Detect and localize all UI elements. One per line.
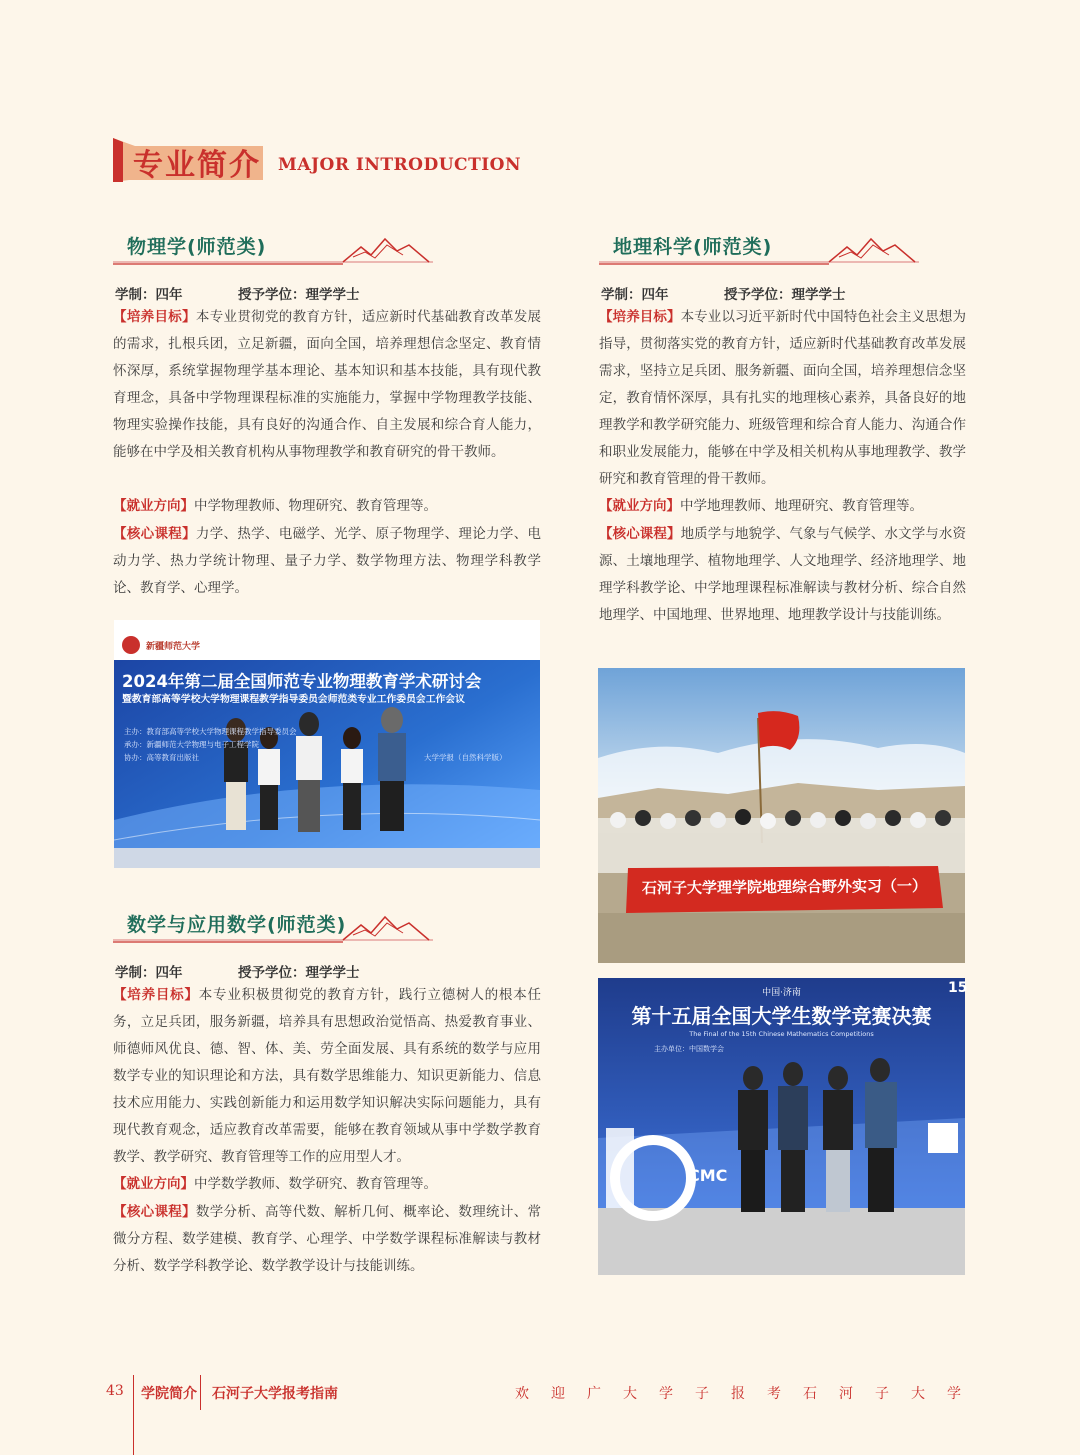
geography-degree: 授予学位：理学学士: [724, 287, 846, 303]
physics-course-text: 力学、热学、电磁学、光学、原子物理学、理论力学、电动力学、热力学统计物理、量子力学、数学物理方法、物理学科教学论、教育学、心理学。: [113, 526, 542, 596]
physics-goal-tag: 【培养目标】: [113, 309, 196, 325]
math-goal-paragraph: [113, 982, 541, 1171]
physics-goal-text: 本专业贯彻党的教育方针，适应新时代基础教育改革发展的需求，扎根兵团，立足新疆，面向全国，培养理想信念坚定、教育情怀深厚，系统掌握物理学基本理论、基本知识和基本技能，具有现代教育理念，具备中学物理课程标准的实施能力，掌握中学物理教学技能、物理实验操作技能，具有良好的沟通合作、自主发展和综合育人能力，能够在中学及相关教育机构从事物理教学和教育研究的骨干教师。: [113, 309, 542, 460]
physics-career-paragraph: [113, 493, 541, 520]
math-photo-number: 15: [948, 980, 968, 996]
geography-goal-text: 本专业以习近平新时代中国特色社会主义思想为指导，贯彻落实党的教育方针，适应新时代基础教育改革发展需求，坚持立足兵团、服务新疆、面向全国，培养理想信念坚定，教育情怀深厚，具有扎实的地理核心素养，具备良好的地理教学和教学研究能力、班级管理和综合育人能力、沟通合作和职业发展能力，能够在中学及相关机构从事地理教学、教学研究和教育管理的骨干教师。: [599, 309, 967, 487]
math-title-underline: [113, 911, 433, 943]
physics-photo-row3: 协办：高等教育出版社: [124, 753, 199, 762]
math-photo-banner-en: The Final of the 15th Chinese Mathematics Competitions: [689, 1030, 874, 1038]
physics-title-underline: [113, 233, 433, 265]
physics-photo-banner2: 暨教育部高等学校大学物理课程教学指导委员会师范类专业工作委员会工作会议: [122, 694, 465, 705]
footer-slogan: 欢迎广大学子报考石河子大学: [515, 1386, 983, 1402]
math-photo-banner: 第十五届全国大学生数学竞赛决赛: [631, 1004, 932, 1028]
physics-course-tag: 【核心课程】: [113, 526, 196, 542]
math-career-text: 中学数学教师、数学研究、教育管理等。: [194, 1176, 437, 1192]
geography-course-tag: 【核心课程】: [599, 526, 681, 542]
math-competition-photo: [598, 978, 968, 1275]
math-course-paragraph: [113, 1199, 541, 1280]
physics-career-text: 中学物理教师、物理研究、教育管理等。: [194, 498, 437, 514]
math-photo-city: 中国·济南: [762, 988, 801, 998]
footer-guide-title: 石河子大学报考指南: [212, 1386, 338, 1402]
math-course-tag: 【核心课程】: [113, 1204, 196, 1220]
math-career-tag: 【就业方向】: [113, 1176, 194, 1192]
physics-duration: 学制：四年: [115, 287, 183, 303]
geography-course-paragraph: [599, 521, 966, 629]
physics-degree: 授予学位：理学学士: [238, 287, 360, 303]
physics-conference-photo: [114, 620, 540, 868]
geography-course-text: 地质学与地貌学、气象与气候学、水文学与水资源、土壤地理学、植物地理学、人文地理学、经济地理学、地理学科教学论、中学地理课程标准解读与教材分析、综合自然地理学、中国地理、世界地理、地理教学设计与技能训练。: [599, 526, 967, 623]
math-duration: 学制：四年: [115, 965, 183, 981]
physics-photo-school: 新疆师范大学: [146, 642, 201, 652]
math-course-text: 数学分析、高等代数、解析几何、概率论、数理统计、常微分方程、数学建模、教育学、心理学、中学数学课程标准解读与教材分析、数学学科教学论、数学教学设计与技能训练。: [113, 1204, 542, 1274]
math-photo-cmc: CMC: [688, 1166, 728, 1185]
geography-photo-crowd: [598, 809, 965, 873]
math-goal-text: 本专业积极贯彻党的教育方针，践行立德树人的根本任务，立足兵团，服务新疆，培养具有思想政治觉悟高、热爱教育事业、师德师风优良、德、智、体、美、劳全面发展、具有系统的数学与应用数学专业的知识理论和方法，具有数学思维能力、知识更新能力、信息技术应用能力、实践创新能力和运用数学知识解决实际问题能力，具有现代教育观念，适应教育改革需要，能够在教育领域从事中学数学教育教学、教学研究、教育管理等工作的应用型人才。: [113, 987, 542, 1165]
geography-career-paragraph: [599, 493, 966, 520]
physics-goal-paragraph: [113, 304, 541, 466]
geography-career-tag: 【就业方向】: [599, 498, 680, 514]
geography-photo-art: [598, 668, 965, 963]
math-photo-host: 主办单位：中国数学会: [654, 1045, 724, 1053]
page-subtitle-en: MAJOR INTRODUCTION: [278, 155, 522, 175]
geography-title-underline: [599, 233, 919, 265]
physics-course-paragraph: [113, 521, 541, 602]
physics-photo-banner1: 2024年第二届全国师范专业物理教育学术研讨会: [122, 672, 482, 691]
page-number: 43: [106, 1383, 124, 1399]
geography-section-title: 地理科学(师范类): [613, 236, 773, 258]
footer-divider-short: [200, 1375, 201, 1410]
geography-field-trip-photo: [598, 668, 965, 963]
geography-goal-paragraph: [599, 304, 966, 493]
physics-career-tag: 【就业方向】: [113, 498, 194, 514]
math-career-paragraph: [113, 1171, 541, 1198]
geography-goal-tag: 【培养目标】: [599, 309, 681, 325]
geography-duration: 学制：四年: [601, 287, 669, 303]
physics-photo-row1: 主办：教育部高等学校大学物理课程教学指导委员会: [124, 727, 297, 736]
physics-photo-row2: 承办：新疆师范大学物理与电子工程学院: [124, 740, 259, 749]
footer-section-label: 学院简介: [141, 1386, 197, 1402]
geography-photo-banner: 石河子大学理学院地理综合野外实习（一）: [641, 876, 928, 898]
math-goal-tag: 【培养目标】: [113, 987, 199, 1003]
physics-photo-row3-extra: 大学学报（自然科学版）: [424, 753, 507, 762]
footer-divider: [133, 1375, 134, 1455]
math-section-title: 数学与应用数学(师范类): [127, 914, 347, 936]
geography-career-text: 中学地理教师、地理研究、教育管理等。: [680, 498, 923, 514]
math-degree: 授予学位：理学学士: [238, 965, 360, 981]
page-title: 专业简介: [133, 148, 261, 183]
physics-section-title: 物理学(师范类): [127, 236, 267, 258]
